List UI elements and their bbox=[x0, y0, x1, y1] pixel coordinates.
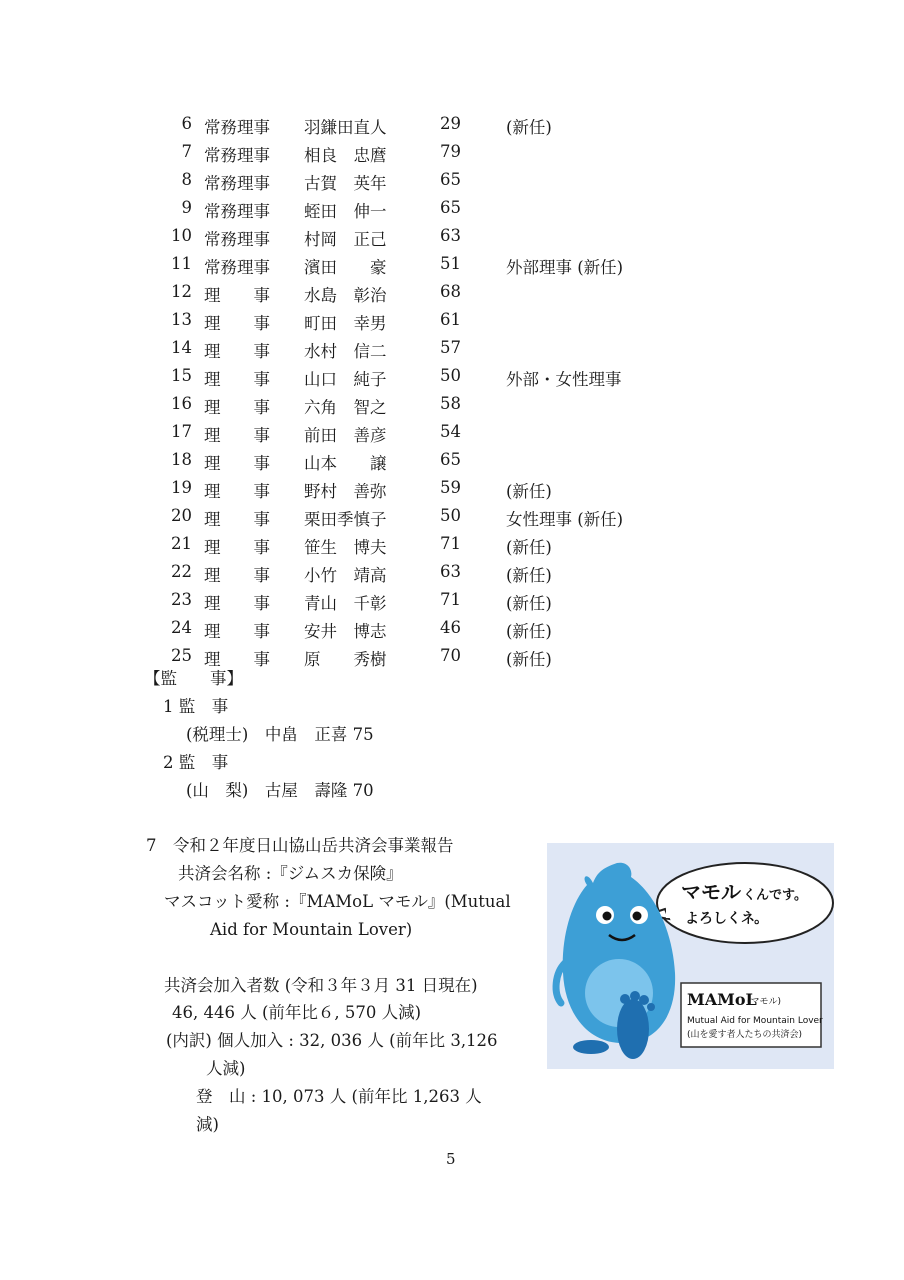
director-age: 65 bbox=[440, 450, 461, 469]
director-row bbox=[0, 422, 904, 445]
director-role: 理 事 bbox=[204, 398, 270, 417]
director-age: 59 bbox=[440, 478, 461, 497]
members-total: 46, 446 人 (前年比６, 570 人減) bbox=[172, 1003, 422, 1022]
director-row bbox=[0, 282, 904, 305]
bubble-small-text: くんです。 bbox=[743, 888, 807, 903]
director-age: 57 bbox=[440, 338, 461, 357]
director-row bbox=[0, 534, 904, 557]
director-note: 女性理事 (新任) bbox=[506, 510, 624, 529]
director-age: 71 bbox=[440, 534, 461, 553]
director-role: 理 事 bbox=[204, 510, 270, 529]
mascot-name-line-1: マスコット愛称 :『MAMoL マモル』(Mutual bbox=[164, 892, 511, 911]
director-name: 小竹 靖高 bbox=[304, 566, 387, 585]
bubble-line-2: よろしくネ。 bbox=[685, 911, 769, 927]
director-age: 29 bbox=[440, 114, 461, 133]
director-number: 25 bbox=[171, 646, 192, 665]
director-name: 村岡 正己 bbox=[304, 230, 387, 249]
mascot-image bbox=[547, 843, 834, 1069]
director-number: 22 bbox=[171, 562, 192, 581]
director-role: 理 事 bbox=[204, 594, 270, 613]
director-row bbox=[0, 310, 904, 333]
director-number: 18 bbox=[171, 450, 192, 469]
director-number: 11 bbox=[171, 254, 192, 273]
director-note: (新任) bbox=[506, 622, 552, 641]
director-note: (新任) bbox=[506, 118, 552, 137]
mascot-name-line-2: Aid for Mountain Lover) bbox=[210, 920, 413, 939]
director-name: 安井 博志 bbox=[304, 622, 387, 641]
director-name: 六角 智之 bbox=[304, 398, 387, 417]
director-number: 12 bbox=[171, 282, 192, 301]
director-name: 町田 幸男 bbox=[304, 314, 387, 333]
director-role: 常務理事 bbox=[204, 230, 270, 249]
director-row bbox=[0, 450, 904, 473]
director-name: 蛭田 伸一 bbox=[304, 202, 387, 221]
director-role: 常務理事 bbox=[204, 146, 270, 165]
director-role: 常務理事 bbox=[204, 174, 270, 193]
director-role: 常務理事 bbox=[204, 258, 270, 277]
breakdown-line-1: (内訳) 個人加入 : 32, 036 人 (前年比 3,126 bbox=[166, 1031, 498, 1050]
director-note: 外部理事 (新任) bbox=[506, 258, 624, 277]
auditor-2-label: 2 監 事 bbox=[163, 753, 229, 772]
director-age: 65 bbox=[440, 198, 461, 217]
director-number: 15 bbox=[171, 366, 192, 385]
label-box-line-2: (山を愛す者人たちの共済会) bbox=[687, 1030, 803, 1040]
director-number: 16 bbox=[171, 394, 192, 413]
page-number: 5 bbox=[446, 1150, 456, 1168]
director-row bbox=[0, 646, 904, 669]
director-role: 理 事 bbox=[204, 314, 270, 333]
director-name: 笹生 博夫 bbox=[304, 538, 387, 557]
director-name: 相良 忠麿 bbox=[304, 146, 387, 165]
director-row bbox=[0, 506, 904, 529]
director-note: 外部・女性理事 bbox=[506, 370, 622, 389]
mascot-character bbox=[556, 863, 675, 1059]
label-box-line-1: Mutual Aid for Mountain Lover bbox=[687, 1016, 823, 1026]
climb-line-2: 減) bbox=[196, 1115, 219, 1134]
director-row bbox=[0, 198, 904, 221]
director-row bbox=[0, 226, 904, 249]
director-note: (新任) bbox=[506, 650, 552, 669]
label-box-title-small: (マモル) bbox=[747, 997, 782, 1007]
auditor-1-detail: (税理士) 中畠 正喜 75 bbox=[186, 725, 374, 744]
auditor-1-label: 1 監 事 bbox=[163, 697, 229, 716]
director-row bbox=[0, 254, 904, 277]
director-age: 65 bbox=[440, 170, 461, 189]
director-name: 濱田 豪 bbox=[304, 258, 387, 277]
director-age: 58 bbox=[440, 394, 461, 413]
director-number: 17 bbox=[171, 422, 192, 441]
director-role: 理 事 bbox=[204, 650, 270, 669]
director-name: 前田 善彦 bbox=[304, 426, 387, 445]
director-age: 54 bbox=[440, 422, 461, 441]
breakdown-line-2: 人減) bbox=[206, 1059, 246, 1078]
director-age: 71 bbox=[440, 590, 461, 609]
director-row bbox=[0, 142, 904, 165]
director-note: (新任) bbox=[506, 482, 552, 501]
director-name: 原 秀樹 bbox=[304, 650, 387, 669]
director-age: 70 bbox=[440, 646, 461, 665]
director-row bbox=[0, 590, 904, 613]
director-row bbox=[0, 366, 904, 389]
director-role: 常務理事 bbox=[204, 118, 270, 137]
label-box-title: MAMoL bbox=[687, 990, 757, 1009]
director-number: 10 bbox=[171, 226, 192, 245]
director-row bbox=[0, 338, 904, 361]
director-name: 野村 善弥 bbox=[304, 482, 387, 501]
director-name: 水島 彰治 bbox=[304, 286, 387, 305]
director-number: 13 bbox=[171, 310, 192, 329]
director-number: 8 bbox=[181, 170, 192, 189]
director-number: 7 bbox=[181, 142, 192, 161]
director-role: 常務理事 bbox=[204, 202, 270, 221]
director-name: 羽鎌田直人 bbox=[304, 118, 387, 137]
director-number: 20 bbox=[171, 506, 192, 525]
director-age: 79 bbox=[440, 142, 461, 161]
director-role: 理 事 bbox=[204, 426, 270, 445]
director-age: 61 bbox=[440, 310, 461, 329]
director-number: 6 bbox=[181, 114, 192, 133]
director-number: 24 bbox=[171, 618, 192, 637]
director-role: 理 事 bbox=[204, 566, 270, 585]
director-name: 栗田季慎子 bbox=[304, 510, 387, 529]
director-age: 50 bbox=[440, 506, 461, 525]
director-role: 理 事 bbox=[204, 454, 270, 473]
director-role: 理 事 bbox=[204, 482, 270, 501]
director-name: 青山 千彰 bbox=[304, 594, 387, 613]
director-name: 山口 純子 bbox=[304, 370, 387, 389]
director-role: 理 事 bbox=[204, 538, 270, 557]
director-name: 山本 譲 bbox=[304, 454, 387, 473]
director-number: 23 bbox=[171, 590, 192, 609]
director-row bbox=[0, 478, 904, 501]
director-row bbox=[0, 394, 904, 417]
director-row bbox=[0, 170, 904, 193]
director-role: 理 事 bbox=[204, 370, 270, 389]
bubble-main-text: マモル bbox=[681, 880, 741, 904]
auditor-2-detail: (山 梨) 古屋 壽隆 70 bbox=[186, 781, 374, 800]
director-role: 理 事 bbox=[204, 342, 270, 361]
mascot-label-box bbox=[681, 983, 823, 1047]
insurance-name: 共済会名称 :『ジムスカ保険』 bbox=[178, 864, 403, 883]
director-name: 古賀 英年 bbox=[304, 174, 387, 193]
director-role: 理 事 bbox=[204, 622, 270, 641]
members-title: 共済会加入者数 (令和３年３月 31 日現在) bbox=[164, 976, 478, 995]
climb-line-1: 登 山 : 10, 073 人 (前年比 1,263 人 bbox=[196, 1087, 482, 1106]
director-number: 9 bbox=[181, 198, 192, 217]
director-number: 21 bbox=[171, 534, 192, 553]
director-note: (新任) bbox=[506, 566, 552, 585]
director-row bbox=[0, 618, 904, 641]
director-row bbox=[0, 114, 904, 137]
director-name: 水村 信二 bbox=[304, 342, 387, 361]
mascot-illustration bbox=[547, 843, 834, 1069]
director-note: (新任) bbox=[506, 538, 552, 557]
director-row bbox=[0, 562, 904, 585]
section-7-title: 7 令和２年度日山協山岳共済会事業報告 bbox=[146, 836, 454, 855]
director-number: 19 bbox=[171, 478, 192, 497]
director-role: 理 事 bbox=[204, 286, 270, 305]
director-number: 14 bbox=[171, 338, 192, 357]
director-age: 63 bbox=[440, 226, 461, 245]
auditors-heading: 【監 事】 bbox=[144, 669, 243, 688]
director-age: 51 bbox=[440, 254, 461, 273]
director-age: 63 bbox=[440, 562, 461, 581]
director-note: (新任) bbox=[506, 594, 552, 613]
director-age: 46 bbox=[440, 618, 461, 637]
director-age: 50 bbox=[440, 366, 461, 385]
director-age: 68 bbox=[440, 282, 461, 301]
